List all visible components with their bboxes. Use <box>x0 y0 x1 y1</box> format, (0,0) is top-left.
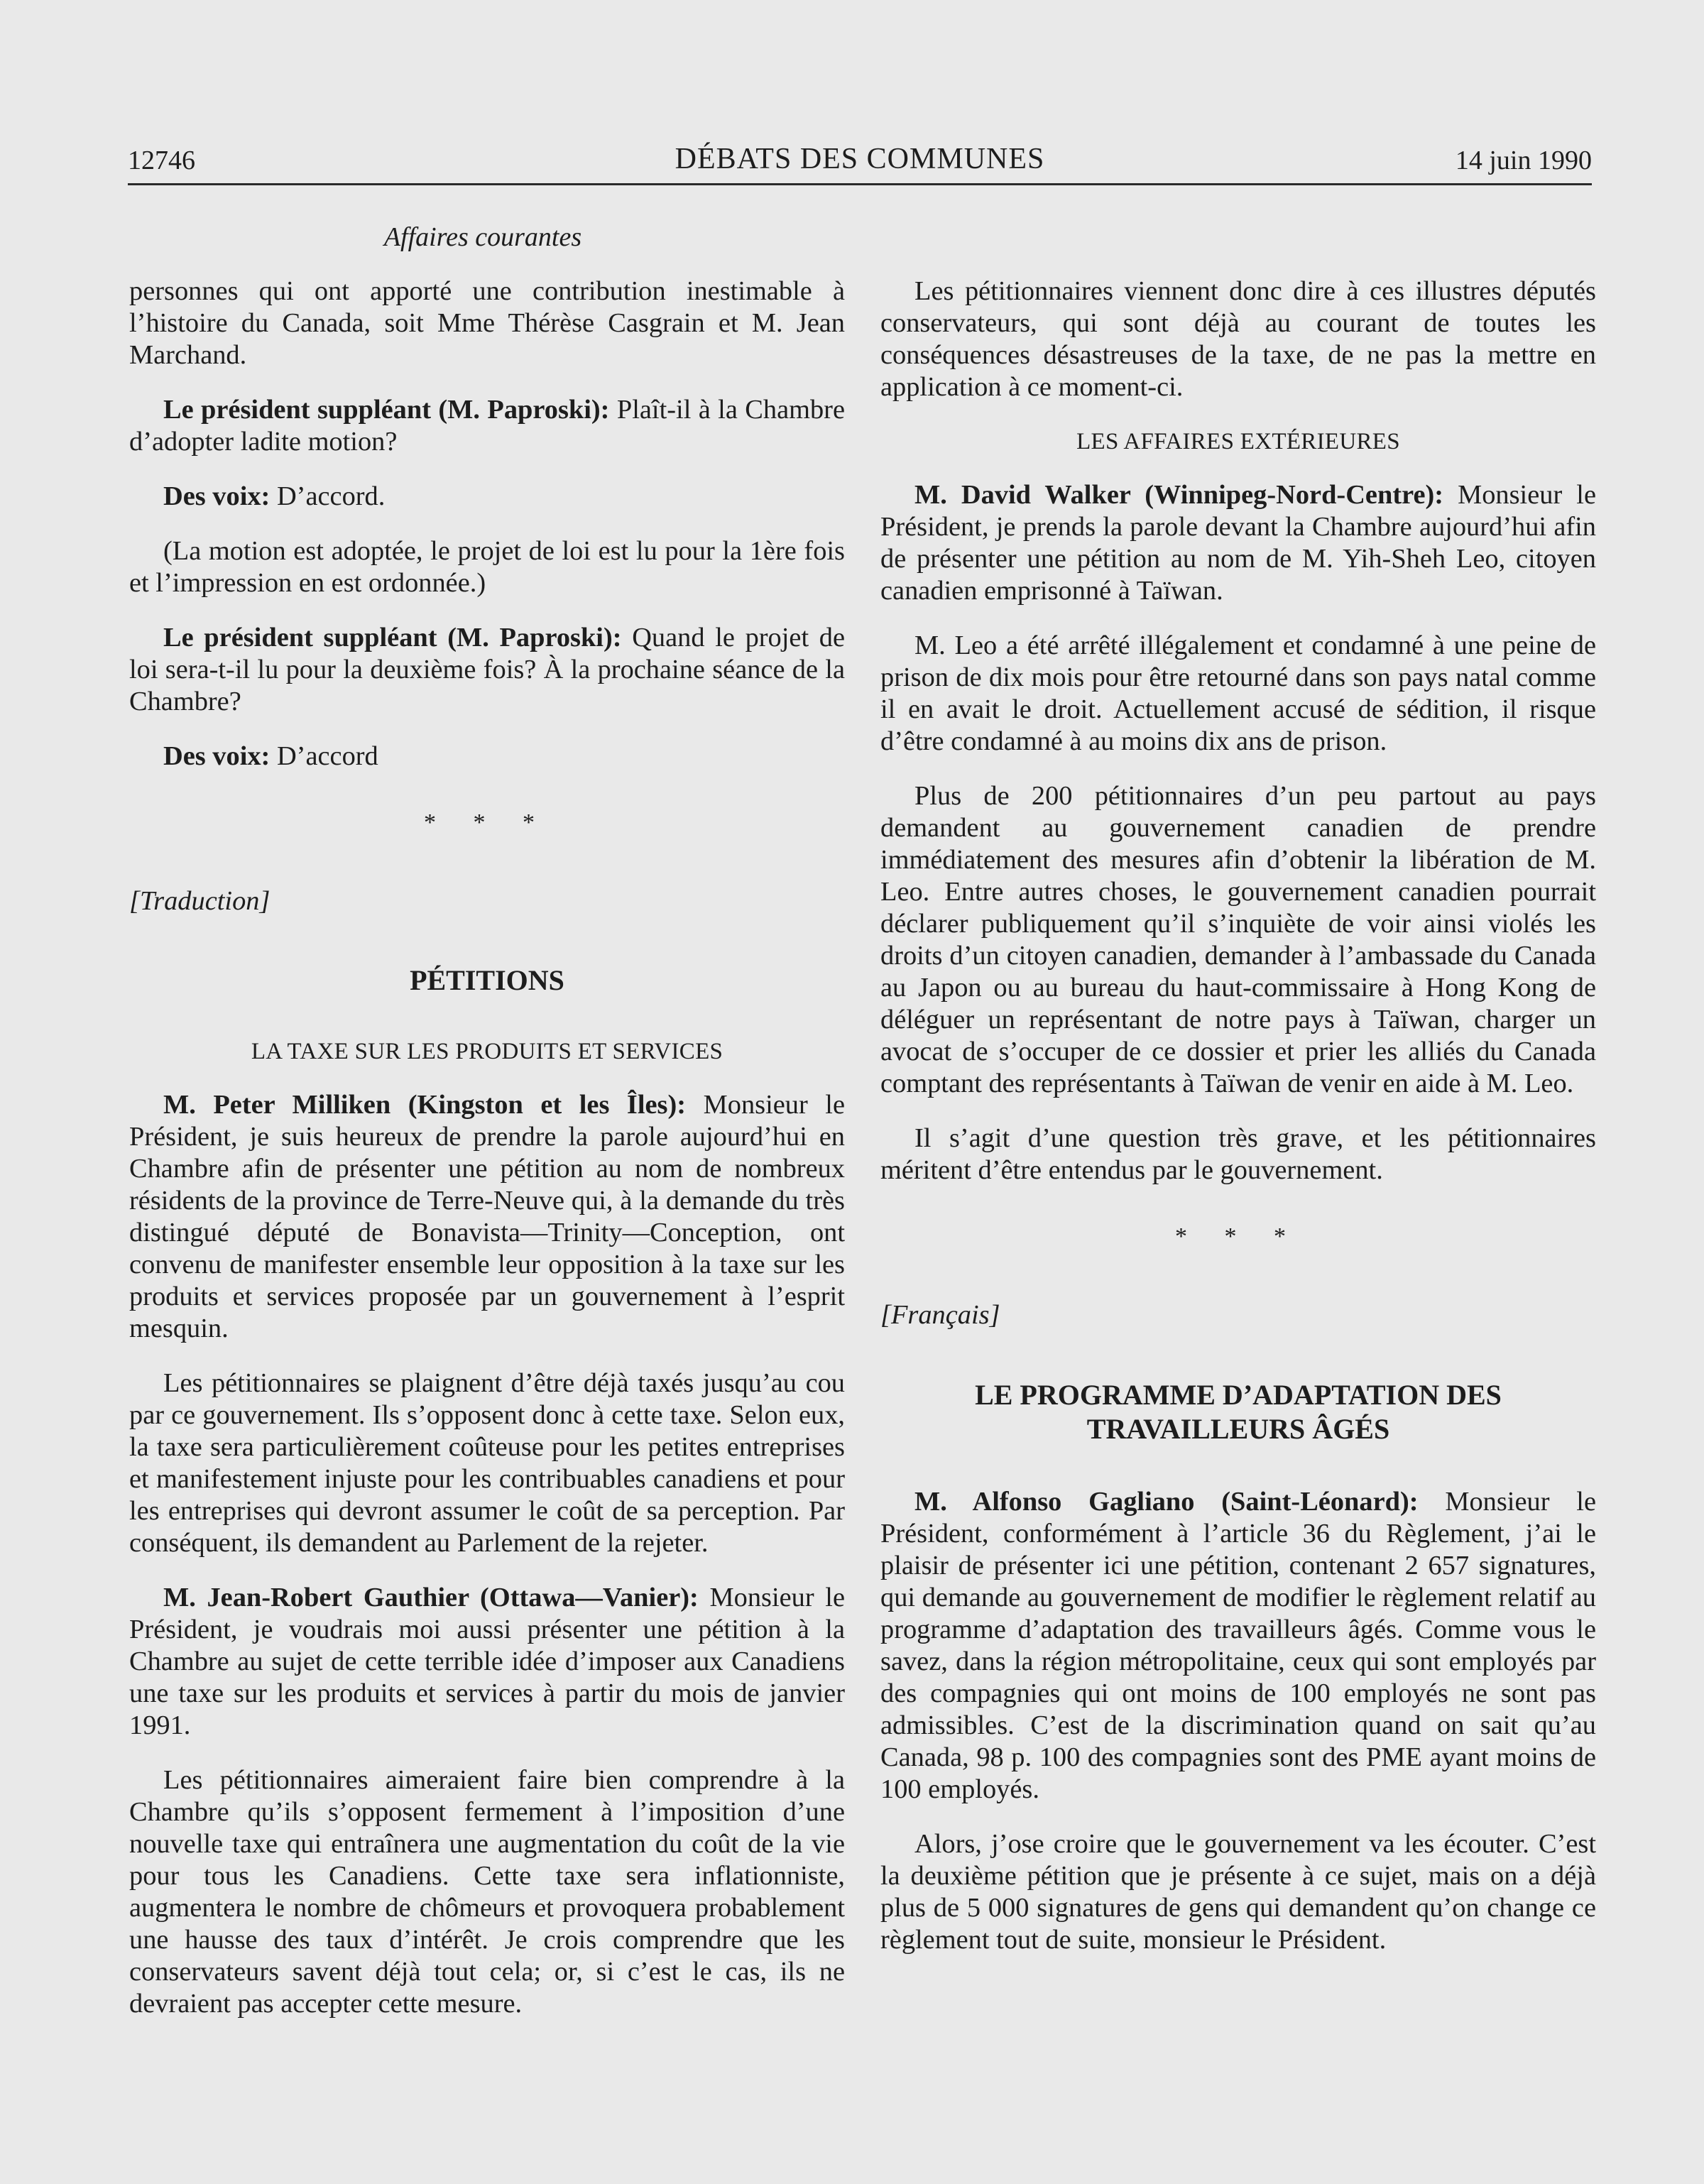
speaker-name: M. Jean-Robert Gauthier (Ottawa—Vanier): <box>163 1583 699 1612</box>
speech-text: D’accord <box>270 741 378 771</box>
language-tag: [Français] <box>880 1300 1000 1330</box>
speaker-name: M. David Walker (Winnipeg-Nord-Centre): <box>914 480 1444 510</box>
speaker-name: Le président suppléant (M. Paproski): <box>163 395 610 425</box>
speech-text: D’accord. <box>270 481 386 511</box>
header-rule <box>128 183 1592 185</box>
speaker-name: M. Peter Milliken (Kingston et les Îles): <box>163 1090 687 1120</box>
paragraph: Alors, j’ose croire que le gouvernement va les écouter. C’est la deuxième pétition que je présente à ce sujet, mais on a déjà plus de 5 000 signatures de gens qui demandent qu’on change ce règlement tout de suite, monsieur le Président. <box>880 1829 1596 1955</box>
section-heading: PÉTITIONS <box>410 964 564 996</box>
subsection-heading: LA TAXE SUR LES PRODUITS ET SERVICES <box>251 1039 723 1064</box>
paragraph <box>880 1486 1596 1806</box>
section-separator: * * * <box>424 809 550 836</box>
speaker-name: M. Alfonso Gagliano (Saint-Léonard): <box>914 1487 1419 1517</box>
paragraph <box>129 1089 845 1345</box>
speaker-name: Des voix: <box>163 481 271 511</box>
left-column <box>129 275 845 2043</box>
paragraph <box>129 622 845 718</box>
page-header <box>128 142 1592 182</box>
speech-text: Monsieur le Président, je voudrais moi aussi présenter une pétition à la Chambre au sujet de cette terrible idée d’imposer aux Canadiens une taxe sur les produits et services à partir du mois de janvier 1991. <box>129 1583 845 1740</box>
speaker-name: Le président suppléant (M. Paproski): <box>163 623 622 653</box>
speaker-name: Des voix: <box>163 741 271 771</box>
publication-title: DÉBATS DES COMMUNES <box>674 143 1045 175</box>
paragraph: M. Leo a été arrêté illégalement et condamné à une peine de prison de dix mois pour être retourné dans son pays natal comme il en avait le droit. Actuellement accusé de sédition, il risque d’être condamné à au moins dix ans de prison. <box>880 630 1596 756</box>
paragraph <box>129 741 845 772</box>
paragraph <box>129 481 845 513</box>
section-heading: LE PROGRAMME D’ADAPTATION DES TRAVAILLEURS ÂGÉS <box>975 1379 1502 1445</box>
language-tag: [Traduction] <box>129 886 271 916</box>
paragraph: Plus de 200 pétitionnaires d’un peu partout au pays demandent au gouvernement canadien de prendre immédiatement des mesures afin d’obtenir la libération de M. Leo. Entre autres choses, le gouvernement canadien pourrait déclarer publiquement qu’il s’inquiète de voir ainsi violés les droits d’un citoyen canadien, demander à l’ambassade du Canada au Japon ou au bureau du haut-commissaire à Hong Kong de déléguer un représentant de notre pays à Taïwan, charger un avocat de s’occuper de ce dossier et prier les alliés du Canada comptant des représentants à Taïwan de venir en aide à M. Leo. <box>880 781 1596 1098</box>
speech-text: Plaît-il à la Chambre d’adopter ladite motion? <box>129 395 845 457</box>
paragraph <box>129 394 845 458</box>
paragraph: personnes qui ont apporté une contribution inestimable à l’histoire du Canada, soit Mme Thérèse Casgrain et M. Jean Marchand. <box>129 276 845 370</box>
speech-text: Monsieur le Président, je prends la parole devant la Chambre aujourd’hui afin de présenter une pétition au nom de M. Yih-Sheh Leo, citoyen canadien emprisonné à Taïwan. <box>880 480 1596 606</box>
paragraph: (La motion est adoptée, le projet de loi est lu pour la 1ère fois et l’impression en est ordonnée.) <box>129 536 845 598</box>
paragraph: Il s’agit d’une question très grave, et les pétitionnaires méritent d’être entendus par le gouvernement. <box>880 1123 1596 1185</box>
paragraph: Les pétitionnaires se plaignent d’être déjà taxés jusqu’au cou par ce gouvernement. Ils s’opposent donc à cette taxe. Selon eux, la taxe sera particulièrement coûteuse pour les petites entreprises et manifestement injuste pour les contribuables canadiens et pour les entreprises qui devront assumer le coût de sa perception. Par conséquent, ils demandent au Parlement de la rejeter. <box>129 1368 845 1558</box>
section-separator: * * * <box>1175 1223 1301 1250</box>
speech-text: Monsieur le Président, je suis heureux de prendre la parole aujourd’hui en Chambre afin de présenter une pétition au nom de nombreux résidents de la province de Terre-Neuve qui, à la demande du très distingué député de Bonavista—Trinity—Conception, ont convenu de manifester ensemble leur opposition à la taxe sur les produits et services proposée par un gouvernement à l’esprit mesquin. <box>129 1090 845 1343</box>
section-label: Affaires courantes <box>383 222 582 252</box>
right-column <box>880 275 1596 1979</box>
paragraph: Les pétitionnaires viennent donc dire à ces illustres députés conservateurs, qui sont déjà au courant de toutes les conséquences désastreuses de la taxe, de ne pas la mettre en application à ce moment-ci. <box>880 276 1596 402</box>
paragraph <box>129 1582 845 1742</box>
speech-text: Monsieur le Président, conformément à l’article 36 du Règlement, j’ai le plaisir de présenter ici une pétition, contenant 2 657 signatures, qui demande au gouvernement de modifier le règlement relatif au programme d’adaptation des travailleurs âgés. Comme vous le savez, dans la région métropolitaine, ceux qui sont employés par des compagnies qui ont moins de 100 employés ne sont pas admissibles. C’est de la discrimination quand on sait qu’au Canada, 98 p. 100 des compagnies sont des PME ayant moins de 100 employés. <box>880 1487 1596 1804</box>
publication-date: 14 juin 1990 <box>1455 146 1592 175</box>
paragraph <box>880 479 1596 607</box>
speech-text: Quand le projet de loi sera-t-il lu pour la deuxième fois? À la prochaine séance de la Chambre? <box>129 623 846 716</box>
paragraph: Les pétitionnaires aimeraient faire bien comprendre à la Chambre qu’ils s’opposent fermement à l’imposition d’une nouvelle taxe qui entraînera une augmentation du coût de la vie pour tous les Canadiens. Cette taxe sera inflationniste, augmentera le nombre de chômeurs et provoquera probablement une hausse des taux d’intérêt. Je crois comprendre que les conservateurs savent déjà tout cela; or, si c’est le cas, ils ne devraient pas accepter cette mesure. <box>129 1765 845 2019</box>
subsection-heading: LES AFFAIRES EXTÉRIEURES <box>1076 429 1400 454</box>
page-number: 12746 <box>128 146 195 175</box>
